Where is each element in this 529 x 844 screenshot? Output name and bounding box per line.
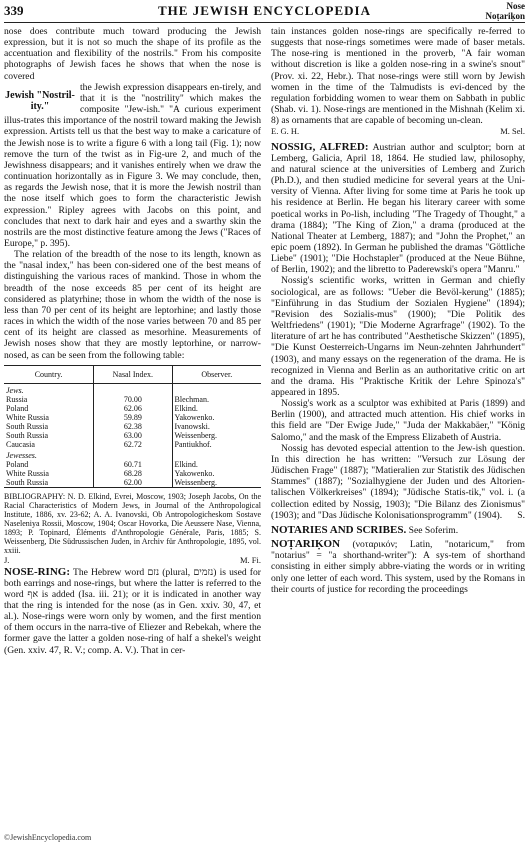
cross-reference: See Soferim. [408,524,459,536]
catchwords [485,1,525,21]
signature-line [271,126,525,137]
page-number: 339 [4,3,24,18]
cell-country: South Russia [6,430,49,440]
cell-observer: Ivanowski. [174,421,210,431]
bibliography: BIBLIOGRAPHY: N. D. Elkind, Evrei, Moscow, 1903; Joseph Jacobs, On the Racial Characteristics of Modern Jews, in Journal of the Anthropological Institute, 1886, xv. 23-62; A. A. Ivanovski, Ob Antropologicheskom Sostave Naseleniya Rossii, Moscow, 1904; Oscar Hovorka, Die Aeussere Nase, Vienna, 1893; P. Topinard, Éléments d'Anthropologie Générale, Paris, 1885; S. Weissenberg, Die Südrussischen Juden, in Archiv für Anthropologie, 1895, vol. xxiii. [4,491,261,556]
table-row [4,413,261,422]
table-group-label: Jewesses. [6,450,37,460]
cell-observer: Yakowenko. [174,468,215,478]
catchword-first: Nose [506,1,525,11]
signature-author: M. Sel. [500,126,525,137]
cell-index: 62.06 [94,404,172,413]
cell-country: South Russia [6,477,49,487]
article-heading: NOSSIG, ALFRED: [271,140,369,153]
cell-index: 62.72 [94,440,172,449]
article-notaries [271,525,525,536]
cell-country: White Russia [6,412,49,422]
table-row [4,422,261,431]
column-header: Country. [4,365,94,383]
table-row [4,440,261,449]
paragraph [271,443,525,521]
cell-index: 59.89 [94,413,172,422]
article-text: (νοταρικόν; Latin, "notaricum," from "notarius" = "a shorthand-writer"): A sys-tem of shorthand consisting in either simply abbre-viating the words or in writing only one letter of each word. This system, used by the Romans in their courts of justice for recording the proceedings [271,539,525,595]
table-row [4,478,261,488]
article-nose-ring [4,567,261,656]
cell-index: 68.28 [94,469,172,478]
table-header-row [4,365,261,383]
cell-observer: Blechman. [174,394,209,404]
article-text: The Hebrew word נזם (plural, נזמים) is used for both earrings and nose-rings, but where the latter is referred to the word אף is added (Isa. iii. 21); or it is indicated in another way that the ring is intended for the nose (as in Gen. xxiv. 30, 47, et al.). Nose-rings were worn only by women, and the first mention of them occurs in the narra-tive of Eliezer and Rebekah, where the former gave the latter a golden nose-ring of half a shekel's weight (Gen. xxiv. 47, R. V.; comp. A. V.). That in cer- [4,566,261,656]
signature-initials: E. G. H. [271,126,300,137]
cell-country: Caucasia [6,439,35,449]
paragraph: Nossig's work as a sculptor was exhibited at Paris (1899) and Berlin (1900), and attracted much attention. His chief works in this field are "Der Ewige Jude," "Juda der Makkabäer," "König Salomo," and the mask of the Empress Elizabeth of Austria. [271,398,525,443]
table-group-label: Jews. [6,385,24,395]
cell-index: 70.00 [94,395,172,404]
left-column [4,26,261,656]
article-text: Austrian author and sculptor; born at Lemberg, Galicia, April 18, 1864. He studied law, philosophy, and natural science at the universities of Lemberg and Zurich (Ph.D.), and then studied medicine for several years at the Uni-versity of Vienna. After living for some time at Paris he took up his residence at Berlin. He began his literary career with some poetical works in Po-lish, including "The Tragedy of Thought," a drama (1884); "The King of Zion," a drama (produced at the National Theater at Lemberg, 1887); and "John the Prophet," an epic poem (1892). In German he published the dramas "Göttliche Liebe" (1901); "Die Hochstapler" (produced at the Neue Bühne, of Berlin, 1902); and the libretto to Paderewski's opera "Manru." [271,141,525,276]
paragraph: tain instances golden nose-rings are specifically re-ferred to suggests that nose-rings sometimes were made of baser metals. The nose-ring is mentioned in the proverb, "A fair woman without discretion is like a golden nose-ring in a swine's snout" (Prov. xi. 22, Hebr.). That nose-rings were still worn by Jewish women in the time of the Talmudists is evi-denced by the regulation forbidding women to wear them on Sabbath in public (Shab. vi. 1). Nose-rings are mentioned in the Mishnah (Kelim xi. 8) as ornaments that are capable of becoming un-clean. [271,26,525,127]
cell-observer: Yakowenko. [174,412,215,422]
table-row [4,404,261,413]
paragraph: nose does contribute much toward producing the Jewish expression, but it is not so much the shape of its profile as the accentuation and flexibility of the nostrils." From his composite photographs of Jewish faces he shows that when the nose is covered [4,26,261,82]
cell-country: South Russia [6,421,49,431]
cell-observer: Elkind. [174,459,198,469]
article-heading: NOTARIES AND SCRIBES. [271,523,407,536]
cell-index: 62.38 [94,422,172,431]
cell-index: 63.00 [94,431,172,440]
cell-country: White Russia [6,468,49,478]
paragraph: The relation of the breadth of the nose to its length, known as the "nasal index," has been con-sidered one of the best means of distinguishing the various races of mankind. Those in whom the breadth of the nose exceeds 85 per cent of its height are considered as platyrhine; those in whom the width of the nose is less than 70 per cent of its height are leptorhine; and lastly those races in which the width of the nose varies between 70 and 85 per cent of its height are classed as mesorhine. Measurements of Jewish noses show that they are mostly leptorhine, or narrow-nosed, as can be seen from the following table: [4,249,261,361]
cell-index: 62.00 [94,478,172,488]
cell-index: 60.71 [94,460,172,469]
signature-author: S. [517,509,525,521]
signature-author: M. Fi. [239,555,261,566]
cell-country: Russia [6,394,28,404]
cell-observer: Weissenberg. [174,477,218,487]
article-notarikon [271,539,525,595]
paragraph-text: Nossig has devoted especial attention to the Jew-ish question. In this direction he has written: "Versuch zur Lösung der Jüdischen Frage" (1887); "Matieralien zur Statistik des Jüdischen Stammes" (1887); "Sozialhygiene der Juden und des Altorien-talischen Völkerkreises" (1894); "Jüdische Statis-tik," vol. i. (a collection edited by Nossig, 1903); "Die Bilanz des Zionismus" (1903); and "Das Jüdische Kolonisationsprogramm" (1904). [271,442,525,521]
footer-watermark: ©JewishEncyclopedia.com [4,833,92,842]
column-header: Nasal Index. [94,365,172,383]
nasal-index-table [4,365,261,488]
cell-observer: Pantiukhof. [174,439,212,449]
cell-country: Poland [6,459,29,469]
article-heading: NOSE-RING: [4,565,71,578]
side-note: Jewish "Nostril-ity." [5,89,75,112]
cell-country: Poland [6,403,29,413]
table-row [4,460,261,469]
paragraph: Nossig's scientific works, written in German and chiefly sociological, are as follows: "Ueber die Bevöl-kerung" (1885); "Einführung in das Studium der Sozialen Hygiene" (1894); "Revision des Sozialis-mus" (1900); "Die Politik des Weltfriedens" (1901); "Die Moderne Agrarfrage" (1902). To the literature of art he has contributed "Aesthetische Skizzen" (1895), "Die Kunst Oesterreich-Ungarns im Neun-zehnten Jahrhundert" (1903), and many essays on the regeneration of the drama. He is recognized in Vienna and Berlin as an authoritative critic on art and the drama. His "Praktische Kritik der Lehre Spinoza's" appeared in 1895. [271,275,525,398]
table-row [4,469,261,478]
column-header: Observer. [172,365,261,383]
catchword-last: Noṭariḳon [485,11,525,21]
right-column [271,26,525,595]
running-title: THE JEWISH ENCYCLOPEDIA [158,3,371,18]
cell-observer: Elkind. [174,403,198,413]
article-heading: NOṬARIḲON [271,538,341,551]
table-row [4,431,261,440]
table-row [4,395,261,404]
cell-observer: Weissenberg. [174,430,218,440]
page-header [4,2,525,23]
article-nossig [271,142,525,276]
paragraph: the Jewish expression disappears en-tirely, and that it is the "nostrility" which makes the composite "Jew-ish." "A curious experiment illus-trates this importance of the nostril toward making the Jewish expression. Artists tell us that the best way to make a caricature of the Jewish nose is to write a figure 6 with a long tail (Fig. 1); now remove the turn of the twist as in Fig-ure 2, and much of the Jewishness disappears; and it vanishes entirely when we draw the continuation horizontally as in Figure 3. We may conclude, then, as regards the Jewish nose, that it is more the Jewish nostril than the nose itself which goes to form the characteristic Jewish expression." Ripley agrees with Jacobs on this point, and concludes that next to dark hair and eyes and a swarthy skin the nostrils are the most distinctive feature among the Jews ("Races of Europe," p. 395). [4,81,261,249]
signature-initials: J. [4,555,10,566]
